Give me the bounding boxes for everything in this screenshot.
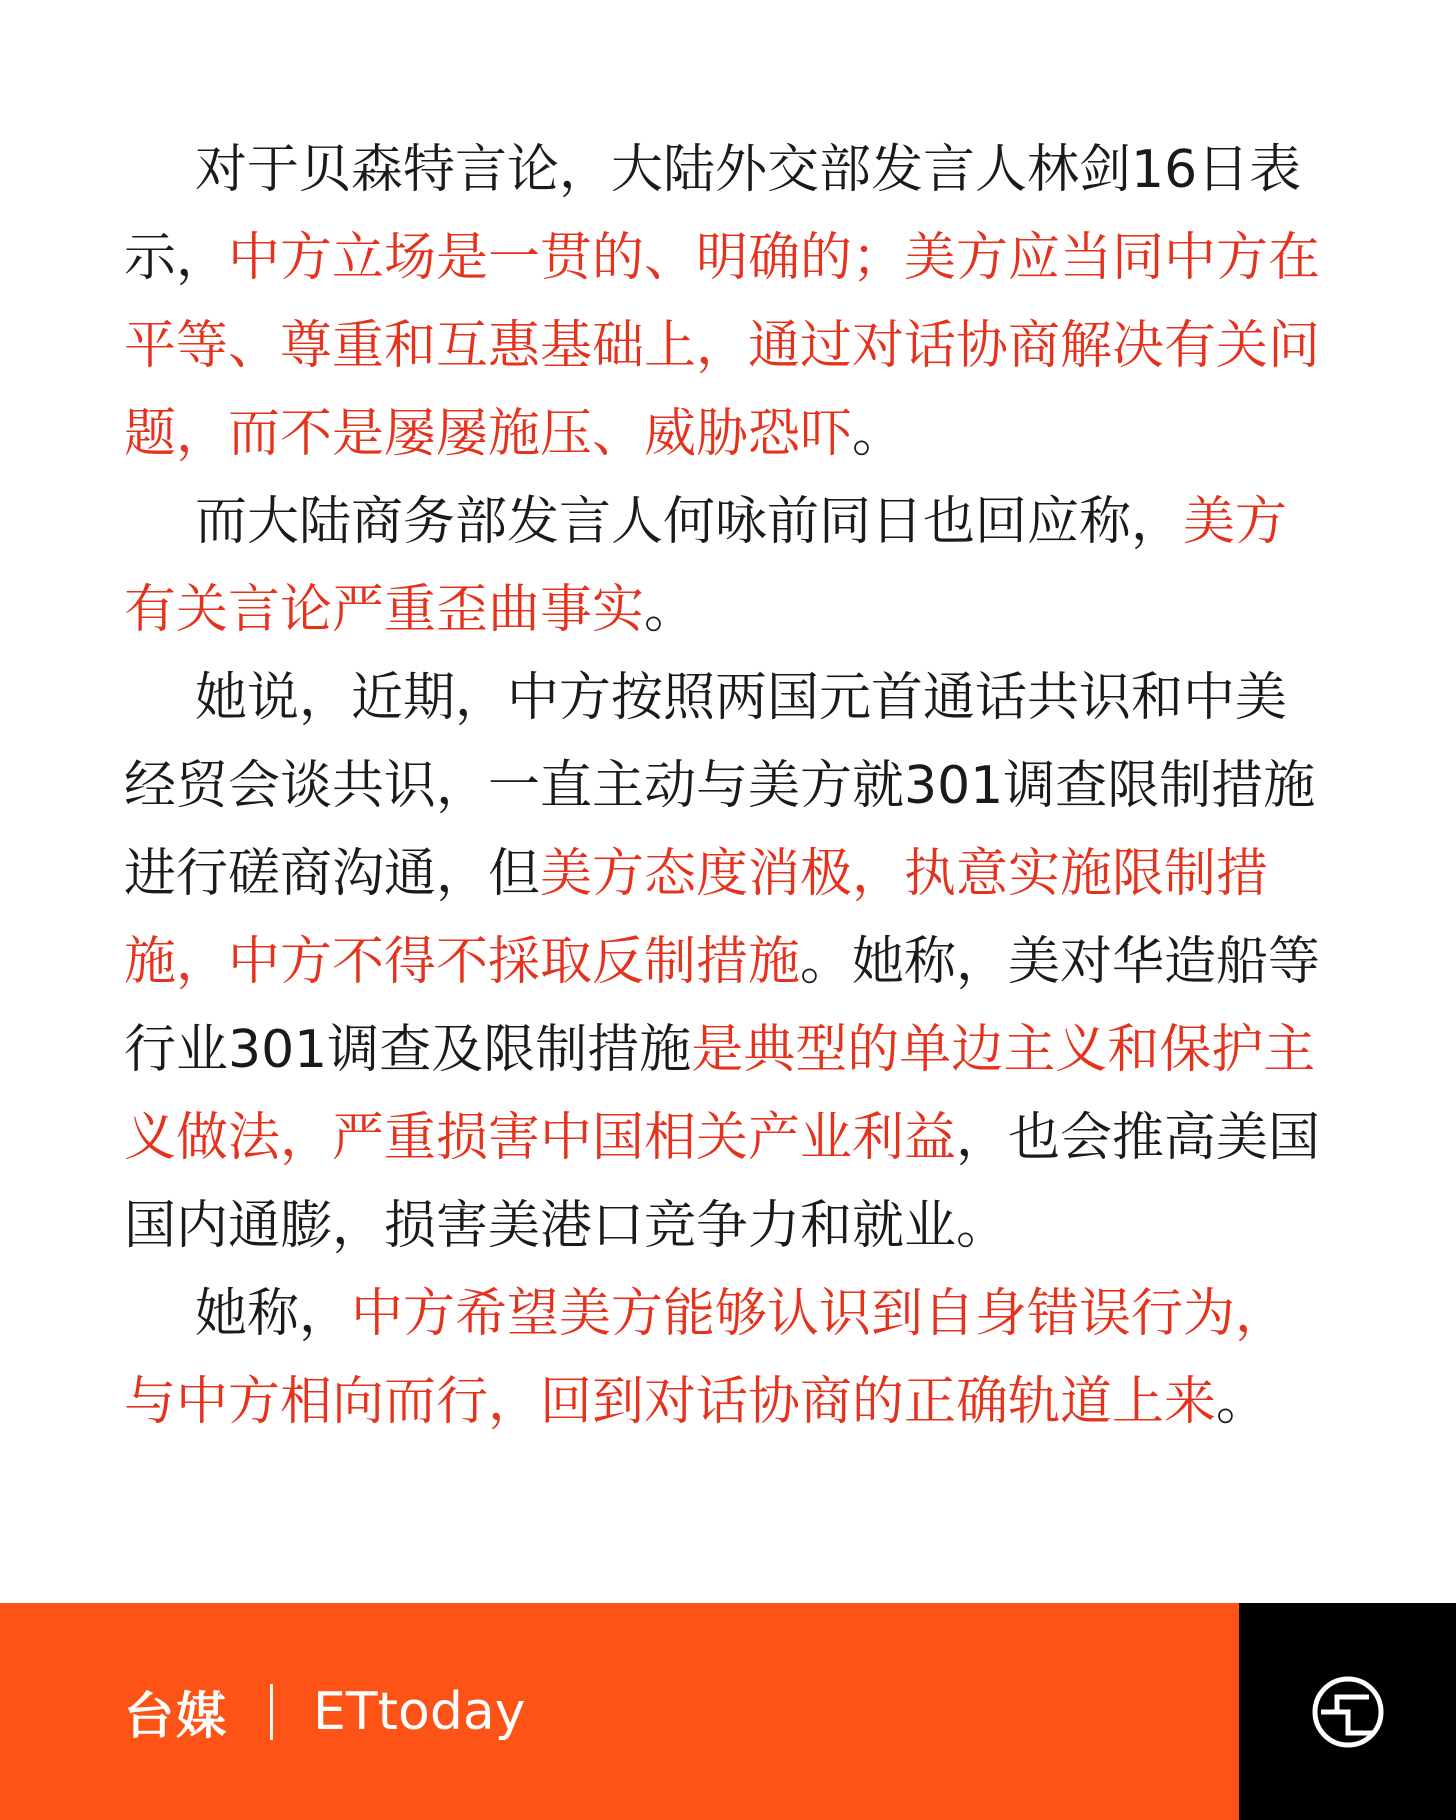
source-label xyxy=(124,1603,525,1820)
paragraph-text: 对于贝森特言论，大陆外交部发言人林剑16日表示， xyxy=(124,140,1302,288)
paragraph-text: 她说，近期，中方按照两国元首通话共识和中美经贸会谈共识，一直主动与美方就301调查限制措施进行磋商沟通，但 xyxy=(124,668,1316,904)
paragraph-text: ，也会推高美国国内通膨，损害美港口竞争力和就业。 xyxy=(124,1108,1321,1256)
highlighted-text: 美方有关言论严重歪曲事实 xyxy=(124,492,1288,640)
source-name: ETtoday xyxy=(313,1681,526,1742)
article-body xyxy=(124,126,1336,1446)
paragraph-text: 。她称，美对华造船等行业301调查及限制措施 xyxy=(124,932,1321,1080)
paragraph-text: 。 xyxy=(644,580,697,640)
paragraph-text: 。 xyxy=(1216,1372,1269,1432)
paragraph-text: 她称， xyxy=(195,1284,352,1344)
highlighted-text: 中方希望美方能够认识到自身错误行为，与中方相向而行，回到对话协商的正确轨道上来 xyxy=(124,1284,1288,1432)
highlighted-text: 中方立场是一贯的、明确的；美方应当同中方在平等、尊重和互惠基础上，通过对话协商解决有关问题，而不是屡屡施压、威胁恐吓 xyxy=(124,228,1321,464)
article-paragraph xyxy=(124,478,1336,654)
article-paragraph xyxy=(124,1270,1336,1446)
ettoday-logo-icon xyxy=(1311,1675,1385,1749)
source-footer xyxy=(0,1603,1456,1820)
highlighted-text: 美方态度消极，执意实施限制措施，中方不得不採取反制措施 xyxy=(124,844,1269,992)
article-paragraph xyxy=(124,654,1336,1270)
source-tag: 台媒 xyxy=(124,1686,228,1745)
paragraph-text: 。 xyxy=(852,404,905,464)
logo-block xyxy=(1239,1603,1456,1820)
article-paragraph xyxy=(124,126,1336,478)
paragraph-text: 而大陆商务部发言人何咏前同日也回应称， xyxy=(195,492,1184,552)
highlighted-text: 是典型的单边主义和保护主义做法，严重损害中国相关产业利益 xyxy=(124,1020,1316,1168)
divider xyxy=(270,1684,273,1740)
